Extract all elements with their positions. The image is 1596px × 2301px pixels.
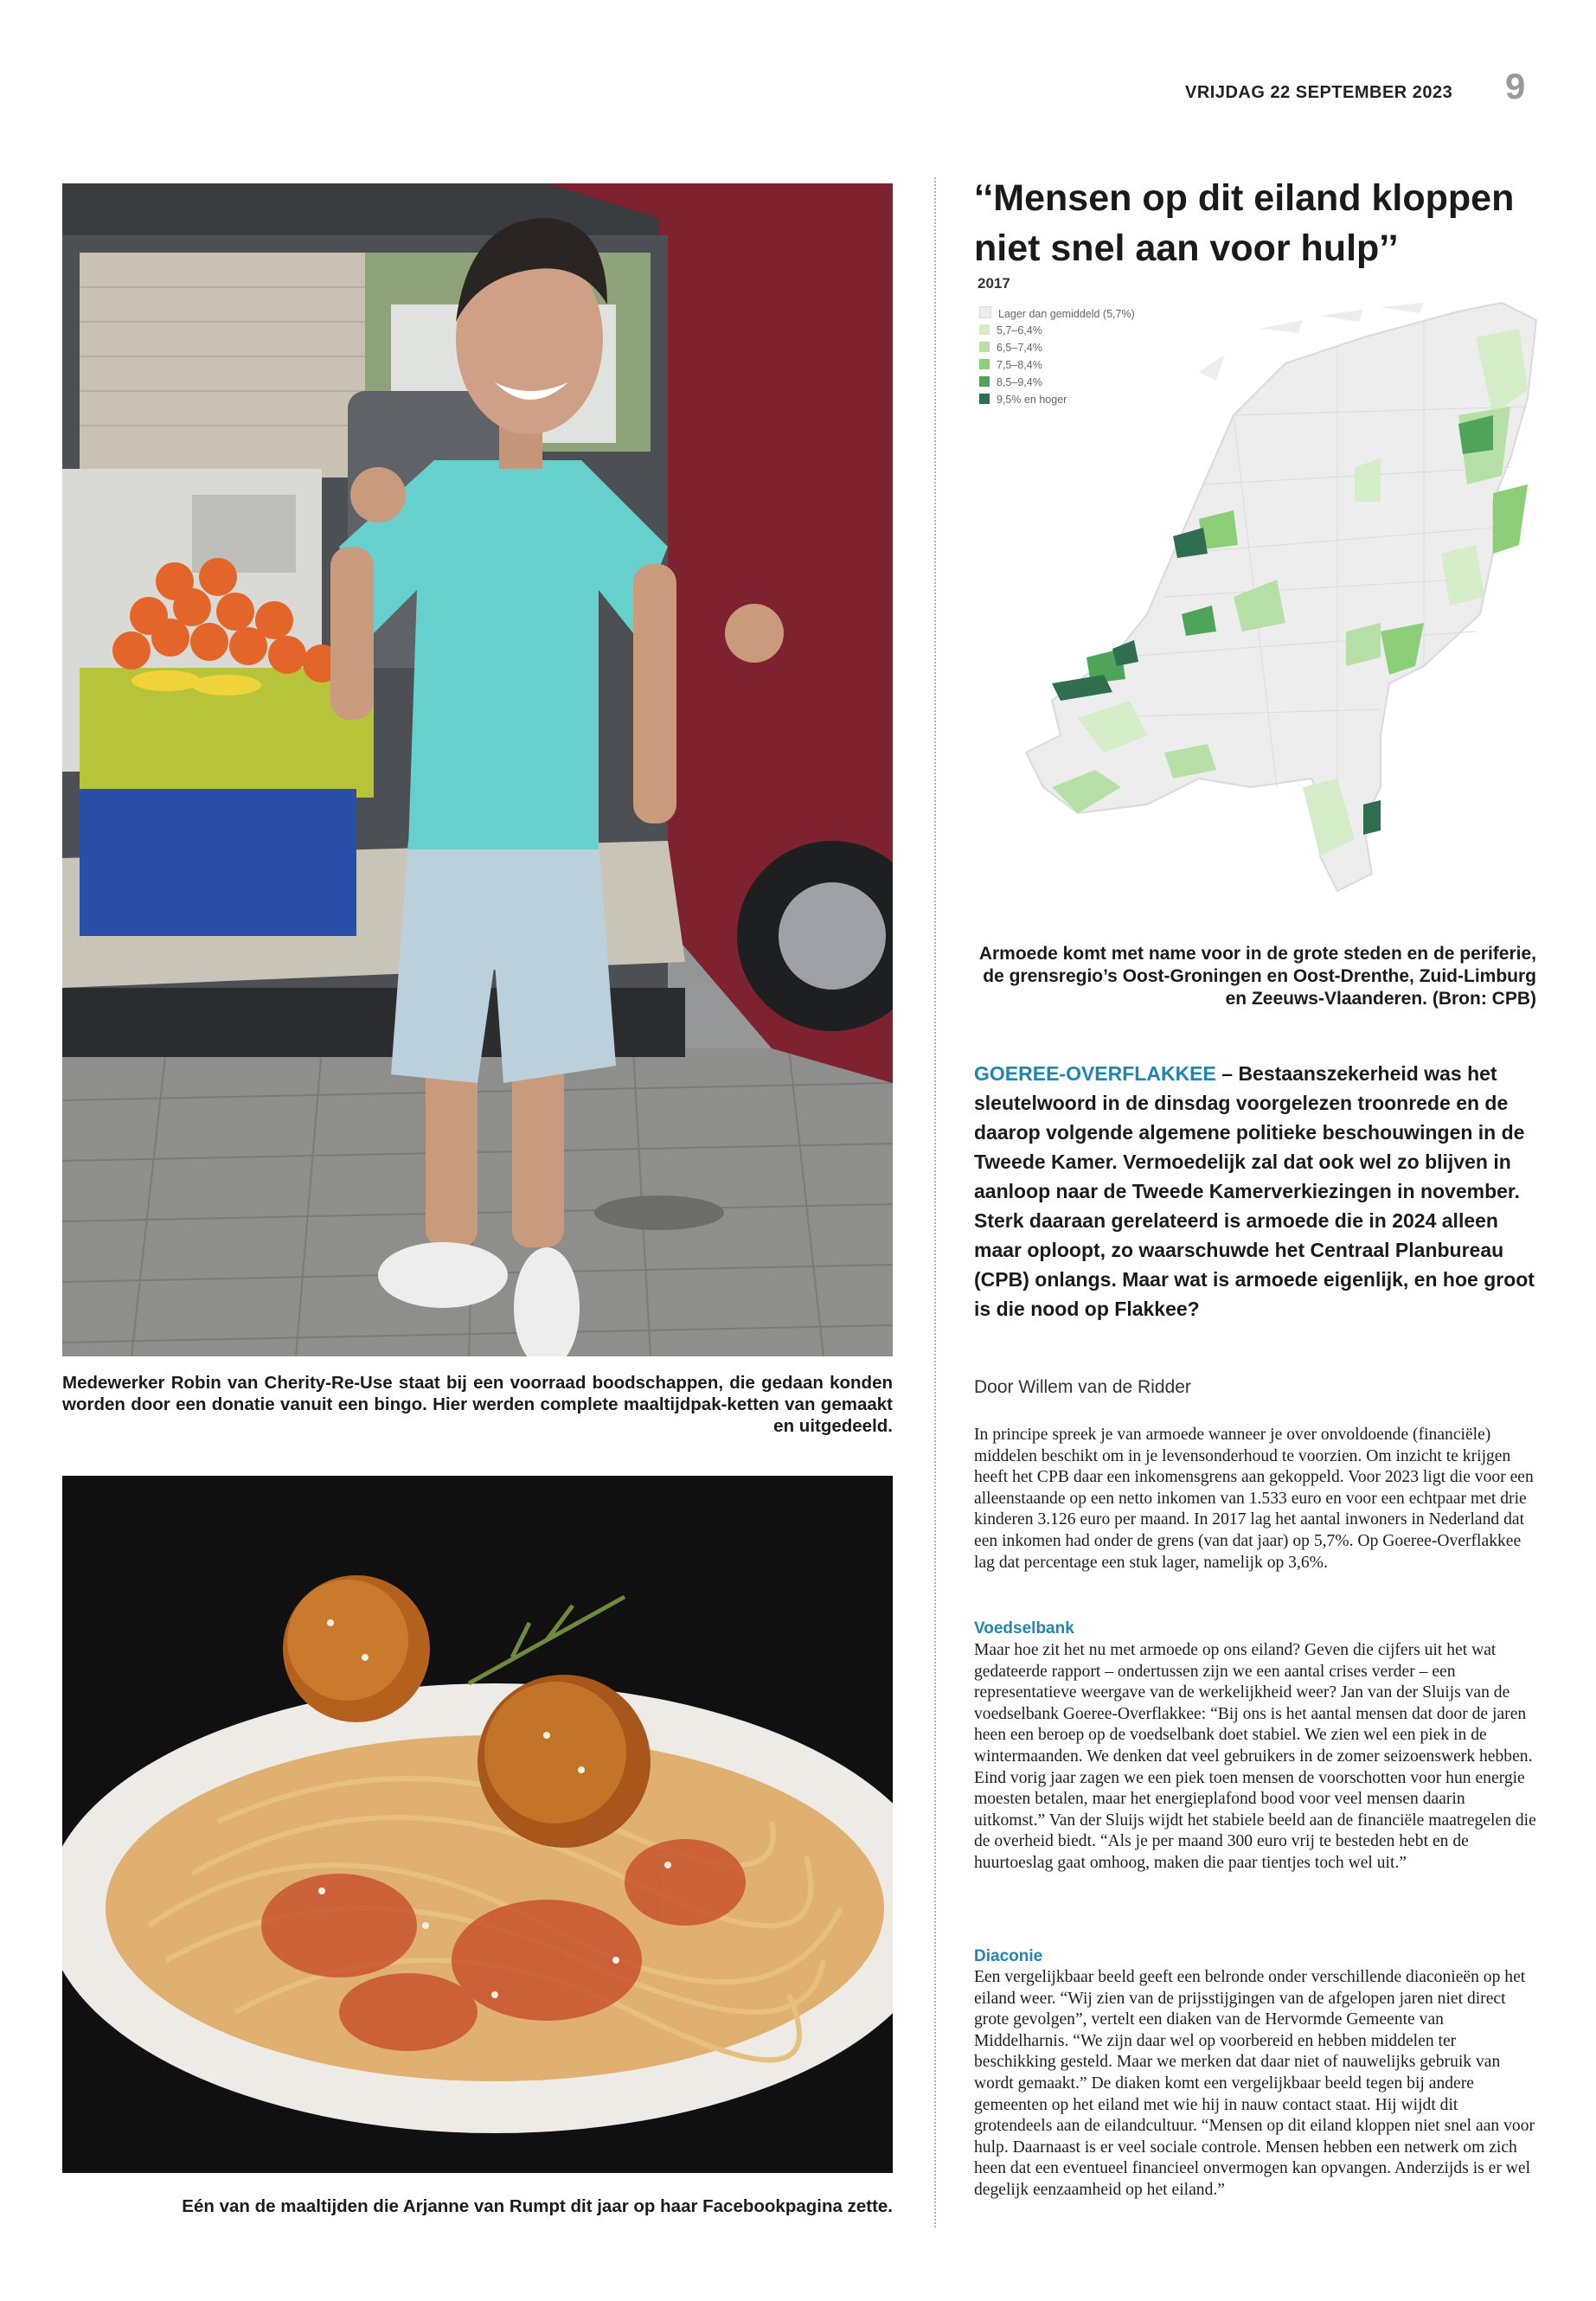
article-paragraph: In principe spreek je van armoede wanneer je over onvoldoende (financiële) middelen beschikt om in je levensonderhoud te voorzien. Om inzicht te krijgen heeft het CPB daar een inkomensgrens aan gekoppeld. Voor 2023 ligt die voor een alleenstaande op een netto inkomen van 1.533 euro en voor een echtpaar met drie kinderen 3.126 euro per maand. In 2017 lag het aantal inwoners in Nederland dat een inkomen had onder de grens (van dat jaar) op 5,7%. Op Goeree-Overflakkee lag dat percentage een stuk lager, namelijk op 3,6%. [974, 1426, 1534, 1572]
page-number: 9 [1505, 66, 1526, 106]
photo-caption-volunteer: Medewerker Robin van Cherity-Re-Use staat bij een voorraad boodschappen, die gedaan konden worden door een donatie vanuit een bingo. Hier werden complete maaltijdpak-ketten van gemaakt en uitgedeeld. [62, 1373, 893, 1436]
legend-label: 7,5–8,4% [997, 359, 1042, 371]
map-island [1381, 303, 1424, 313]
legend-label: Lager dan gemiddeld (5,7%) [998, 308, 1135, 320]
article-intro [974, 1059, 1536, 1324]
column-divider [934, 177, 936, 2227]
photo-caption-meal: Eén van de maaltijden die Arjanne van Rumpt dit jaar op haar Facebookpagina zette. [182, 2196, 893, 2216]
legend-label: 8,5–9,4% [997, 376, 1042, 388]
article-subhead-diaconie: Diaconie [974, 1947, 1043, 1965]
article-paragraph: Maar hoe zit het nu met armoede op ons eiland? Geven die cijfers uit het wat gedateerde rapport – ondertussen zijn we een aantal crises verder – een representatieve weergave van de werkelijkheid weer? Jan van der Sluijs van de voedselbank Goeree-Overflakkee: “Bij ons is het aantal mensen dat door de jaren heen een beroep op de voedselbank doet stabiel. We zien wel een piek in de wintermaanden. We denken dat veel gebruikers in de zomer seizoenswerk hebben. Eind vorig jaar zagen we een piek toen mensen de voorschotten voor hun energie moesten betalen, maar het energieplafond bood voor veel mensen daarin uitkomst.” Van der Sluijs wijdt het stabiele beeld aan de financiële maatregelen die de overheid biedt. “Als je per maand 300 euro vrij te besteden hebt en de huurtoeslag gaat omhoog, maken die paar tientjes toch wel uit.” [974, 1641, 1536, 1872]
photo-spaghetti-meal [62, 1476, 893, 2173]
map-year-label: 2017 [977, 275, 1010, 292]
article-byline: Door Willem van de Ridder [974, 1377, 1191, 1397]
article-paragraph: Een vergelijkbaar beeld geeft een belronde onder verschillende diaconieën op het eiland weer. “Wij zien van de prijsstijgingen van de afgelopen jaren niet direct grote gevolgen”, vertelt een diaken van de Hervormde Gemeente van Middelharnis. “We zijn daar wel op voorbereid en hebben middelen ter beschikking gesteld. Maar we merken dat daar niet of nauwelijks gebruik van wordt gemaakt.” De diaken komt een vergelijkbaar beeld tegen bij andere gemeenten op het eiland met wie hij in nauw contact staat. Hij wijdt dit grotendeels aan de eilandcultuur. “Mensen op dit eiland kloppen niet snel aan voor hulp. Daarnaast is er veel sociale controle. Mensen hebben een netwerk om zich heen dat een eventueel financieel onvermogen kan opvangen. Anderzijds is er wel degelijk eenzaamheid op het eiland.” [974, 1968, 1535, 2199]
map-caption: Armoede komt met name voor in de grote steden en de periferie, de grensregio’s Oost-Groningen en Oost-Drenthe, Zuid-Limburg en Zeeuws-Vlaanderen. (Bron: CPB) [978, 944, 1536, 1009]
photo-volunteer-van [62, 183, 893, 1356]
legend-label: 5,7–6,4% [997, 324, 1042, 336]
netherlands-poverty-map [974, 268, 1562, 926]
issue-date: VRIJDAG 22 SEPTEMBER 2023 [1185, 83, 1453, 102]
legend-label: 6,5–7,4% [997, 342, 1042, 354]
article-subhead-voedselbank: Voedselbank [974, 1619, 1074, 1638]
article-dateline-place: GOEREE-OVERFLAKKEE [974, 1062, 1216, 1085]
photo-volunteer-van-illustration [62, 183, 893, 1356]
article-headline: ‘‘Mensen op dit eiland kloppen niet snel aan voor hulp’’ [974, 177, 1515, 269]
map-island [1259, 320, 1303, 333]
legend-label: 9,5% en hoger [997, 394, 1067, 406]
photo-spaghetti-meal-illustration [62, 1476, 893, 2173]
article-intro-text: – Bestaanszekerheid was het sleutelwoord in de dinsdag voorgelezen troonrede en de daarop volgende algemene politieke beschouwingen in de Tweede Kamer. Vermoedelijk zal dat ook wel zo blijven in aanloop naar de Tweede Kamerverkiezingen in november. Sterk daaraan gerelateerd is armoede die in 2024 alleen maar oploopt, zo waarschuwde het Centraal Planbureau (CPB) onlangs. Maar wat is armoede eigenlijk, en hoe groot is die nood op Flakkee? [974, 1062, 1535, 1320]
map-island [1199, 355, 1225, 381]
map-island [1320, 310, 1363, 322]
